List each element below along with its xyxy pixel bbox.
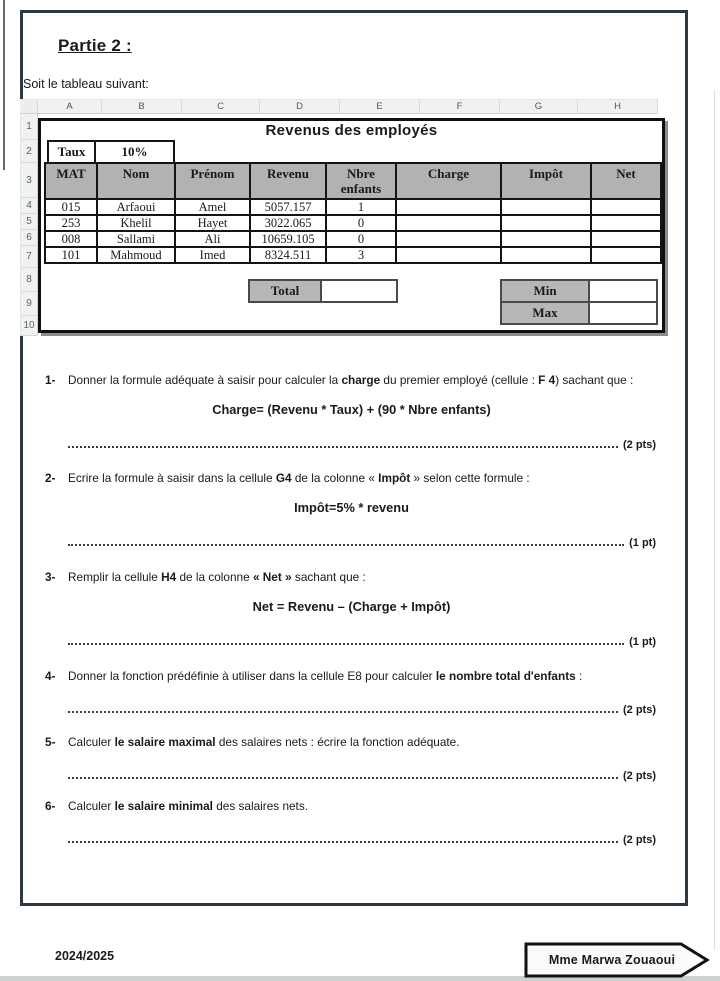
- minmax-table: [500, 279, 658, 325]
- question-number: 5-: [45, 735, 56, 749]
- sheet-corner-gutter: [20, 100, 38, 113]
- sheet-outer-frame: [38, 118, 665, 333]
- row-number: 8: [21, 268, 38, 292]
- question-number: 3-: [45, 570, 56, 584]
- total-label-cell: Total: [250, 281, 322, 301]
- employee-cell: [396, 247, 501, 263]
- taux-label-cell: Taux: [49, 142, 96, 162]
- employee-header-cell: MAT: [45, 163, 97, 199]
- question-formula: Impôt=5% * revenu: [294, 500, 409, 515]
- employee-cell: 008: [45, 231, 97, 247]
- scan-edge-line: [3, 0, 5, 170]
- taux-value-cell: 10%: [121, 144, 148, 159]
- column-letter: B: [102, 100, 182, 113]
- sheet-column-strip: [20, 99, 658, 114]
- question-1: [45, 373, 658, 451]
- intro-text: Soit le tableau suivant:: [23, 77, 149, 91]
- employee-cell: Arfaoui: [97, 199, 175, 215]
- employee-header-cell: Revenu: [250, 163, 326, 199]
- question-text: Calculer le salaire minimal des salaires nets.: [68, 799, 309, 813]
- employee-cell: [396, 215, 501, 231]
- employee-cell: 10659.105: [250, 231, 326, 247]
- employee-cell: 101: [45, 247, 97, 263]
- column-letter: F: [420, 100, 500, 113]
- column-letter: E: [340, 100, 420, 113]
- row-number: 1: [21, 114, 38, 140]
- column-letter: A: [38, 100, 102, 113]
- max-label-cell: Max: [502, 303, 590, 323]
- question-number: 1-: [45, 373, 56, 387]
- teacher-name: Mme Marwa Zouaoui: [548, 952, 676, 967]
- scan-edge-line: [714, 90, 715, 950]
- total-table: [248, 279, 398, 303]
- employee-cell: Sallami: [97, 231, 175, 247]
- employee-cell: 0: [326, 215, 396, 231]
- employee-cell: 0: [326, 231, 396, 247]
- row-number: 3: [21, 163, 38, 198]
- employee-cell: 5057.157: [250, 199, 326, 215]
- sheet-title: Revenus des employés: [265, 122, 438, 139]
- row-number: 5: [21, 214, 38, 230]
- employee-cell: [591, 199, 661, 215]
- employee-header-cell: Net: [591, 163, 661, 199]
- min-value-cell: [590, 281, 656, 301]
- employee-cell: Hayet: [175, 215, 250, 231]
- points-label: (2 pts): [623, 439, 656, 451]
- employee-cell: Mahmoud: [97, 247, 175, 263]
- teacher-name-box: [524, 942, 710, 978]
- dotted-answer-line: [68, 534, 624, 546]
- total-value-cell: [322, 281, 396, 301]
- employee-cell: Amel: [175, 199, 250, 215]
- points-label: (2 pts): [623, 770, 656, 782]
- question-number: 6-: [45, 799, 56, 813]
- min-row: [502, 281, 656, 301]
- employee-cell: 1: [326, 199, 396, 215]
- employee-header-cell: Nbre enfants: [326, 163, 396, 199]
- employee-cell: Imed: [175, 247, 250, 263]
- column-letter: C: [182, 100, 260, 113]
- question-text: Donner la formule adéquate à saisir pour calculer la charge du premier employé (cellule : F 4) sachant que :: [68, 373, 634, 387]
- employee-header-row: [45, 163, 661, 199]
- column-letter: H: [578, 100, 658, 113]
- question-2: [45, 471, 658, 549]
- employee-row: [45, 199, 661, 215]
- employee-header-cell: Impôt: [501, 163, 591, 199]
- employee-header-cell: Nom: [97, 163, 175, 199]
- employee-row: [45, 247, 661, 263]
- row-number: 10: [21, 316, 38, 336]
- employee-cell: 253: [45, 215, 97, 231]
- points-label: (1 pt): [629, 636, 656, 648]
- points-label: (2 pts): [623, 834, 656, 846]
- column-letter: G: [500, 100, 578, 113]
- row-number: 4: [21, 198, 38, 214]
- employee-table: [44, 162, 662, 264]
- question-4: [45, 669, 658, 716]
- dotted-answer-line: [68, 436, 618, 448]
- employee-cell: [396, 199, 501, 215]
- sheet-row-strip: [20, 114, 38, 336]
- row-number: 2: [21, 140, 38, 163]
- employee-header-cell: Prénom: [175, 163, 250, 199]
- part-title: Partie 2 :: [58, 36, 132, 55]
- min-label-cell: Min: [502, 281, 590, 301]
- max-value-cell: [590, 303, 656, 323]
- employee-cell: [501, 247, 591, 263]
- dotted-answer-line: [68, 633, 624, 645]
- points-label: (1 pt): [629, 537, 656, 549]
- employee-cell: [591, 215, 661, 231]
- employee-cell: [501, 199, 591, 215]
- employee-cell: [591, 247, 661, 263]
- employee-header-cell: Charge: [396, 163, 501, 199]
- employee-cell: [501, 215, 591, 231]
- employee-cell: Ali: [175, 231, 250, 247]
- question-text: Calculer le salaire maximal des salaires nets : écrire la fonction adéquate.: [68, 735, 460, 749]
- dotted-answer-line: [68, 701, 618, 713]
- question-text: Remplir la cellule H4 de la colonne « Net » sachant que :: [68, 570, 366, 584]
- employee-row: [45, 231, 661, 247]
- question-text: Donner la fonction prédéfinie à utiliser dans la cellule E8 pour calculer le nombre total d'enfants :: [68, 669, 583, 683]
- row-number: 6: [21, 230, 38, 246]
- employee-cell: 3: [326, 247, 396, 263]
- question-6: [45, 799, 658, 846]
- column-letter: D: [260, 100, 340, 113]
- employee-cell: Khelil: [97, 215, 175, 231]
- max-row: [502, 301, 656, 323]
- employee-cell: 015: [45, 199, 97, 215]
- row-number: 9: [21, 292, 38, 316]
- question-5: [45, 735, 658, 782]
- dotted-answer-line: [68, 831, 618, 843]
- employee-cell: [501, 231, 591, 247]
- employee-cell: 3022.065: [250, 215, 326, 231]
- employee-row: [45, 215, 661, 231]
- employee-cell: [591, 231, 661, 247]
- question-text: Ecrire la formule à saisir dans la cellule G4 de la colonne « Impôt » selon cette formule :: [68, 471, 530, 485]
- question-3: [45, 570, 658, 648]
- row-number: 7: [21, 246, 38, 268]
- question-formula: Net = Revenu – (Charge + Impôt): [252, 599, 451, 614]
- taux-table: [47, 140, 175, 164]
- points-label: (2 pts): [623, 704, 656, 716]
- question-formula: Charge= (Revenu * Taux) + (90 * Nbre enfants): [212, 402, 491, 417]
- question-number: 4-: [45, 669, 56, 683]
- employee-cell: [396, 231, 501, 247]
- dotted-answer-line: [68, 767, 618, 779]
- employee-cell: 8324.511: [250, 247, 326, 263]
- question-number: 2-: [45, 471, 56, 485]
- footer-year: 2024/2025: [55, 949, 115, 963]
